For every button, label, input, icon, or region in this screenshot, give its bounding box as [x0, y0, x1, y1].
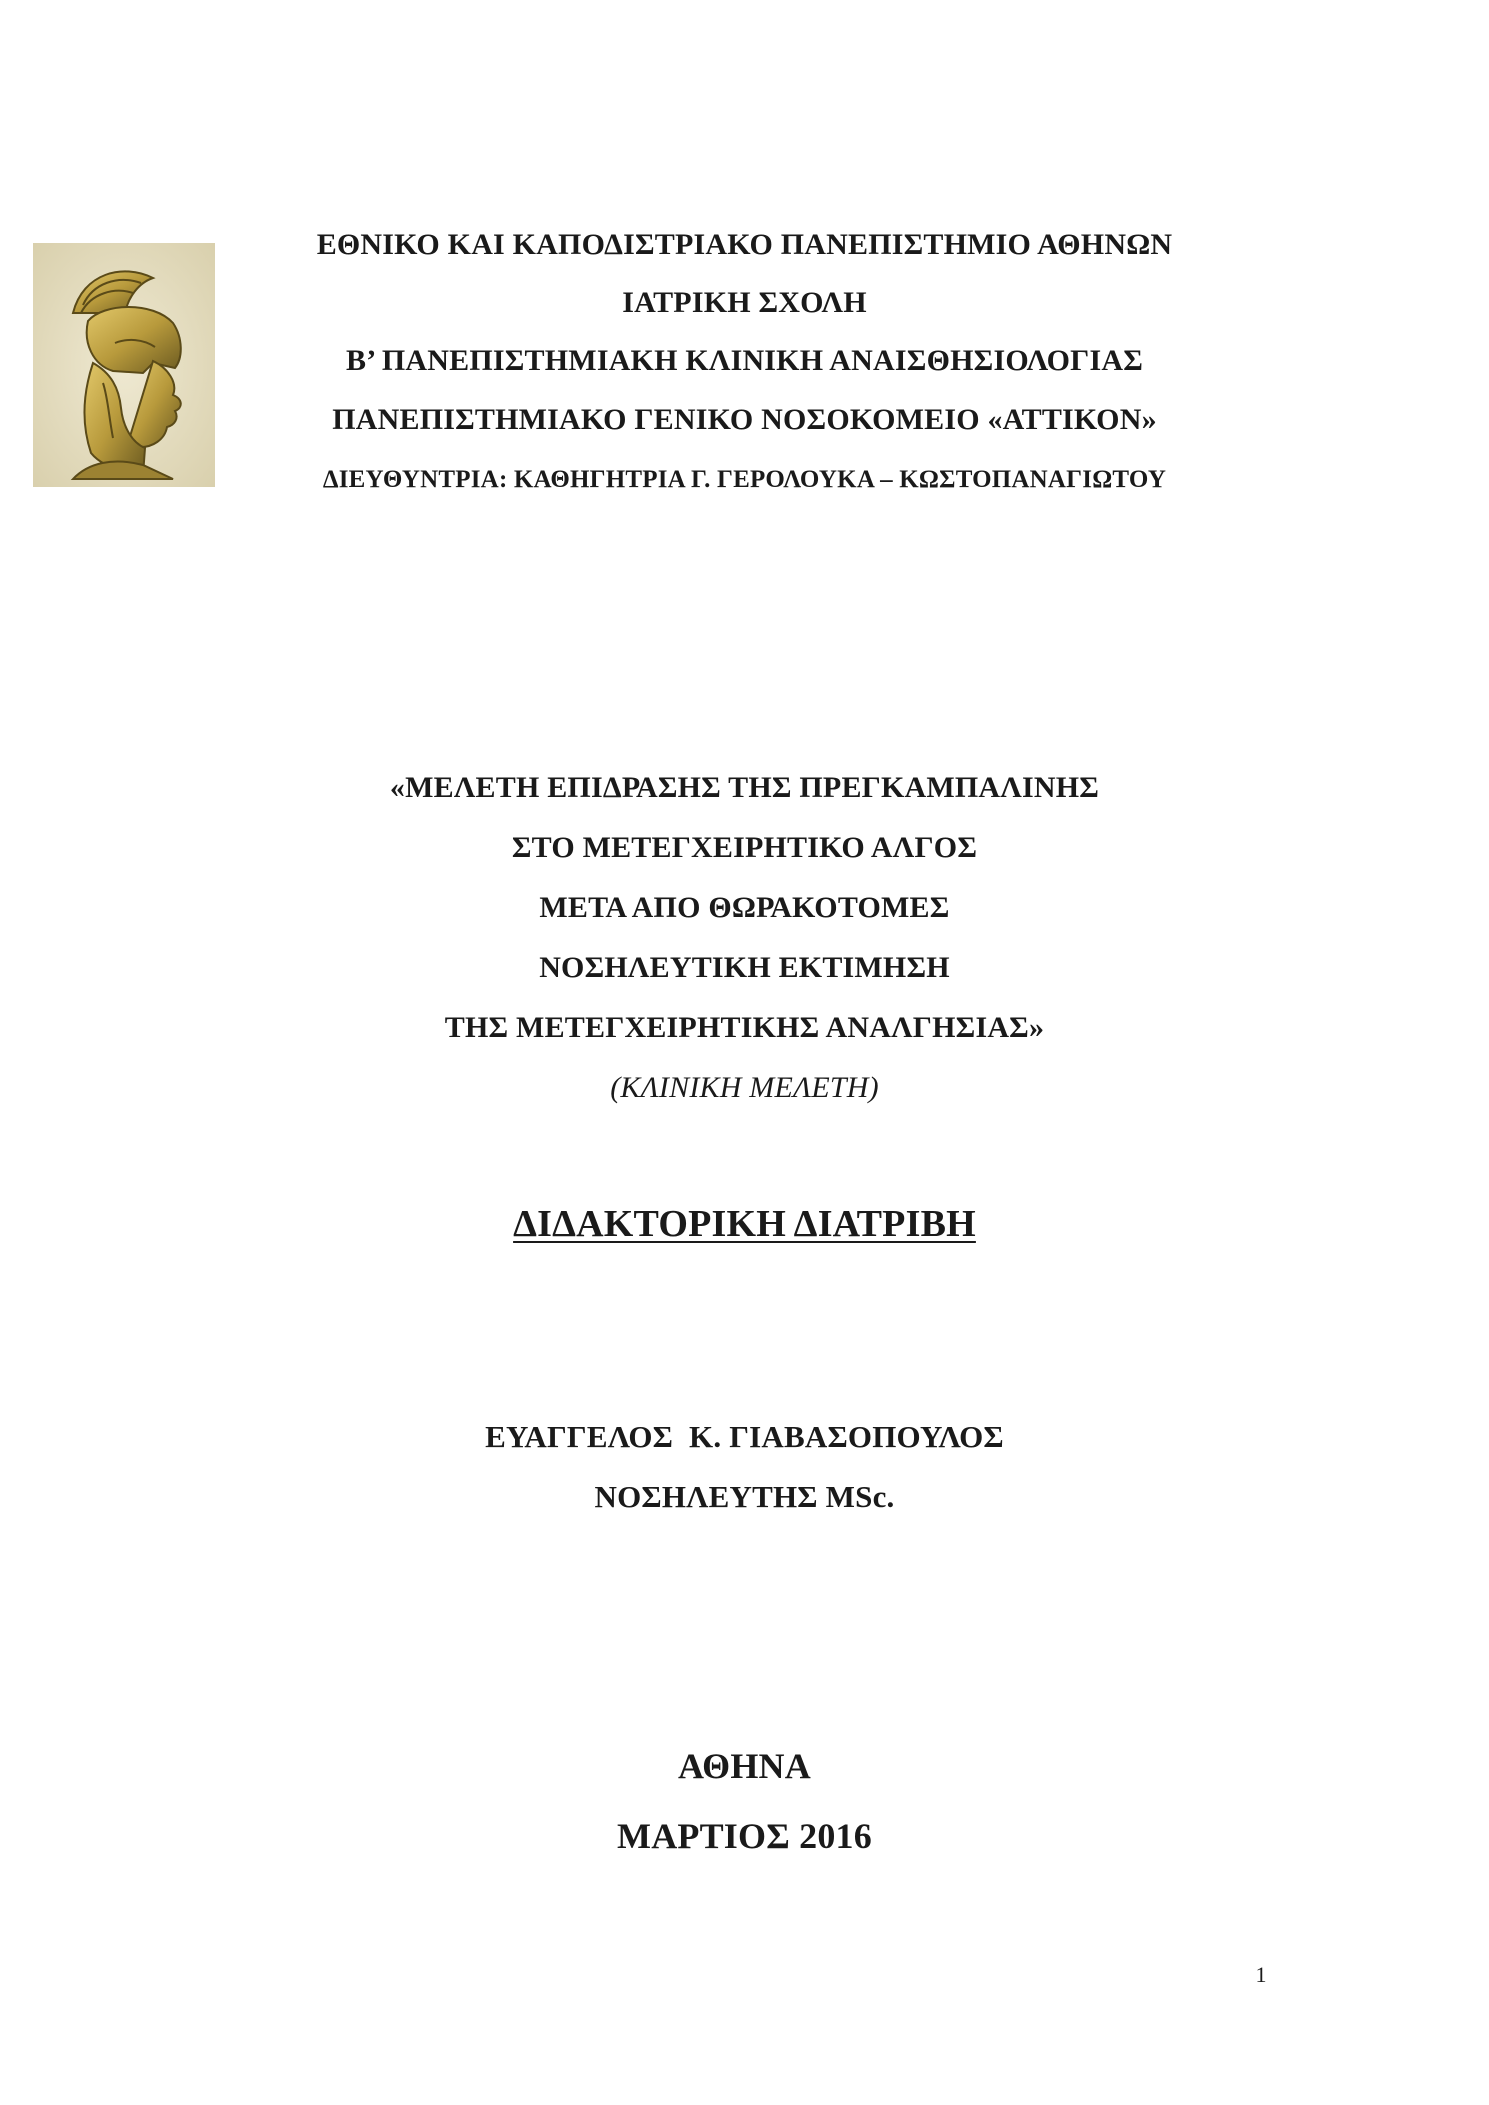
title-line: ΜΕΤΑ ΑΠΟ ΘΩΡΑΚΟΤΟΜΕΣ — [539, 891, 950, 924]
hospital-name: ΠΑΝΕΠΙΣΤΗΜΙΑΚΟ ΓΕΝΙΚΟ ΝΟΣΟΚΟΜΕΙΟ «ΑΤΤΙΚΟΝ» — [332, 403, 1157, 436]
author-name: ΕΥΑΓΓΕΛΟΣ Κ. ΓΙΑΒΑΣΟΠΟΥΛΟΣ — [485, 1419, 1004, 1454]
title-line: «ΜΕΛΕΤΗ ΕΠΙΔΡΑΣΗΣ ΤΗΣ ΠΡΕΓΚΑΜΠΑΛΙΝΗΣ — [389, 771, 1100, 804]
clinic-name: Β’ ΠΑΝΕΠΙΣΤΗΜΙΑΚΗ ΚΛΙΝΙΚΗ ΑΝΑΙΣΘΗΣΙΟΛΟΓΙΑΣ — [345, 344, 1144, 377]
director-line: ΔΙΕΥΘΥΝΤΡΙΑ: ΚΑΘΗΓΗΤΡΙΑ Γ. ΓΕΡΟΛΟΥΚΑ – ΚΩΣΤΟΠΑΝΑΓΙΩΤΟΥ — [322, 466, 1167, 493]
title-line: ΤΗΣ ΜΕΤΕΓΧΕΙΡΗΤΙΚΗΣ ΑΝΑΛΓΗΣΙΑΣ» — [444, 1011, 1045, 1044]
study-type: (ΚΛΙΝΙΚΗ ΜΕΛΕΤΗ) — [610, 1071, 879, 1104]
author-title: ΝΟΣΗΛΕΥΤΗΣ MSc. — [594, 1479, 895, 1514]
title-line: ΝΟΣΗΛΕΥΤΙΚΗ ΕΚΤΙΜΗΣΗ — [539, 951, 950, 984]
thesis-type: ΔΙΔΑΚΤΟΡΙΚΗ ΔΙΑΤΡΙΒΗ — [513, 1203, 976, 1245]
title-line: ΣΤΟ ΜΕΤΕΓΧΕΙΡΗΤΙΚΟ ΑΛΓΟΣ — [511, 831, 978, 864]
place: ΑΘΗΝΑ — [678, 1746, 811, 1786]
date: ΜΑΡΤΙΟΣ 2016 — [617, 1816, 872, 1856]
university-name: ΕΘΝΙΚΟ ΚΑΙ ΚΑΠΟΔΙΣΤΡΙΑΚΟ ΠΑΝΕΠΙΣΤΗΜΙΟ ΑΘΗΝΩΝ — [316, 228, 1173, 261]
school-name: ΙΑΤΡΙΚΗ ΣΧΟΛΗ — [622, 286, 867, 319]
page-number: 1 — [1255, 1962, 1267, 1987]
